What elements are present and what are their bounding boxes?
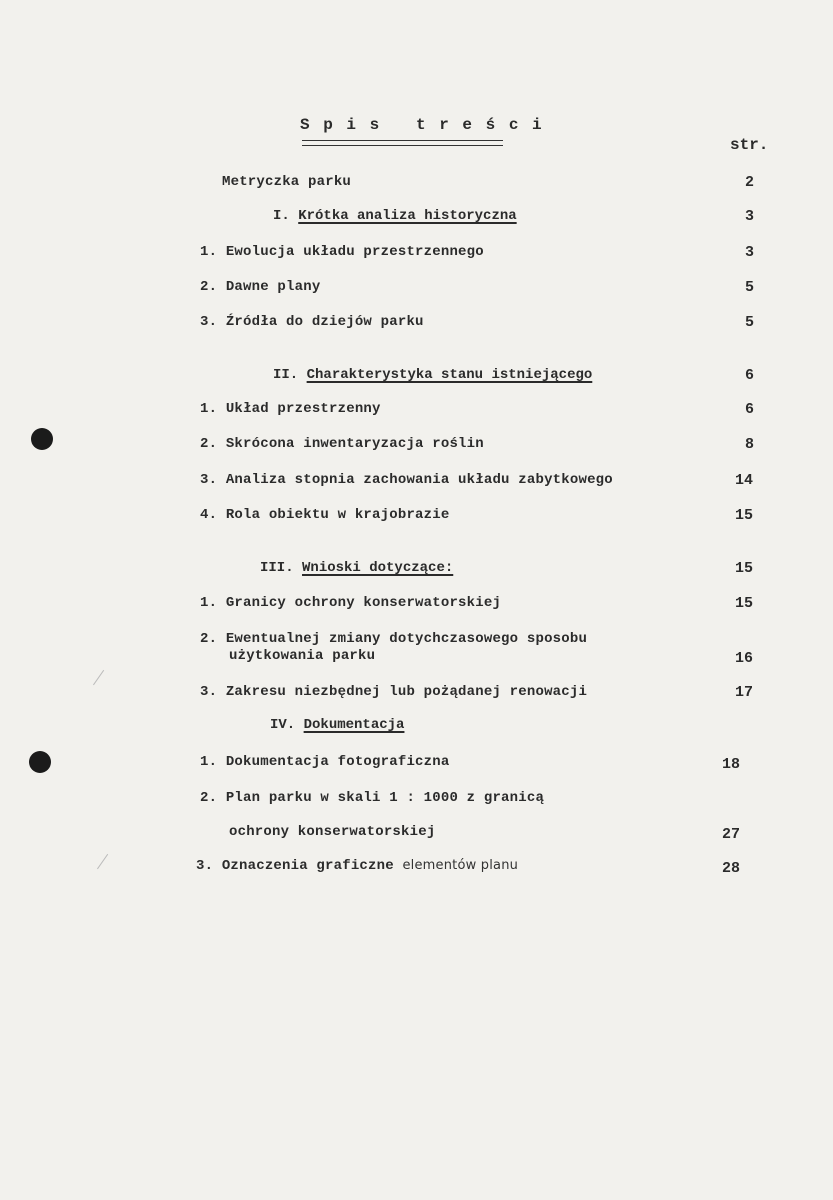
section-number: IV. bbox=[270, 717, 296, 733]
title-double-underline bbox=[302, 140, 503, 146]
toc-page-number: 14 bbox=[735, 472, 754, 489]
section-heading-2 bbox=[273, 367, 592, 383]
section-heading-3 bbox=[260, 560, 453, 576]
toc-entry-text: Skrócona inwentaryzacja roślin bbox=[225, 436, 484, 452]
toc-entry-number: 1. bbox=[200, 244, 218, 260]
toc-entry bbox=[196, 858, 518, 874]
toc-entry-number: 1. bbox=[200, 401, 218, 417]
punch-hole bbox=[31, 428, 53, 450]
toc-entry bbox=[200, 401, 381, 417]
page-title: S p i s t r e ś c i bbox=[300, 116, 544, 134]
toc-entry bbox=[200, 790, 544, 806]
toc-entry-text: Granicy ochrony konserwatorskiej bbox=[225, 595, 502, 611]
toc-page-number: 2 bbox=[745, 174, 755, 191]
toc-entry-text: Rola obiektu w krajobrazie bbox=[225, 507, 450, 523]
punch-hole bbox=[29, 751, 51, 773]
section-title: Dokumentacja bbox=[303, 717, 405, 733]
toc-page-number: 15 bbox=[735, 595, 754, 612]
toc-entry bbox=[200, 507, 449, 523]
toc-entry-text: Oznaczenia graficzne bbox=[221, 858, 394, 874]
toc-entry bbox=[200, 684, 587, 700]
toc-entry-number: 4. bbox=[200, 507, 218, 523]
toc-page-number: 15 bbox=[735, 560, 754, 577]
toc-entry-text: Plan parku w skali 1 : 1000 z granicą bbox=[225, 790, 545, 806]
toc-page-number: 17 bbox=[735, 684, 754, 701]
section-title: Wnioski dotyczące: bbox=[302, 560, 454, 576]
toc-entry-continuation: użytkowania parku bbox=[229, 648, 376, 664]
toc-entry-text: Dawne plany bbox=[225, 279, 321, 295]
section-number: III. bbox=[260, 560, 294, 576]
toc-page-number: 27 bbox=[722, 826, 741, 843]
toc-page-number: 16 bbox=[735, 650, 754, 667]
toc-page-number: 5 bbox=[745, 314, 755, 331]
toc-entry bbox=[200, 314, 424, 330]
toc-entry-number: 2. bbox=[200, 436, 218, 452]
page-column-label: str. bbox=[730, 136, 769, 154]
toc-page-number: 18 bbox=[722, 756, 741, 773]
toc-entry bbox=[200, 436, 484, 452]
toc-entry-text: Ewentualnej zmiany dotychczasowego sposobu bbox=[225, 631, 588, 647]
toc-entry-metryczka bbox=[222, 174, 351, 190]
toc-entry-number: 1. bbox=[200, 595, 218, 611]
toc-entry-number: 3. bbox=[200, 472, 218, 488]
section-number: II. bbox=[273, 367, 299, 383]
toc-entry-number: 3. bbox=[196, 858, 214, 874]
toc-entry-text-extra: elementów planu bbox=[402, 858, 519, 873]
toc-entry-text: Ewolucja układu przestrzennego bbox=[225, 244, 484, 260]
toc-entry bbox=[200, 472, 613, 488]
toc-entry bbox=[200, 279, 320, 295]
toc-entry-number: 2. bbox=[200, 279, 218, 295]
toc-entry-text: Dokumentacja fotograficzna bbox=[225, 754, 450, 770]
toc-entry-number: 3. bbox=[200, 314, 218, 330]
toc-entry-text: Układ przestrzenny bbox=[225, 401, 381, 417]
toc-page-number: 3 bbox=[745, 244, 755, 261]
toc-entry-text: Metryczka parku bbox=[222, 174, 352, 190]
toc-page-number: 28 bbox=[722, 860, 741, 877]
section-title: Charakterystyka stanu istniejącego bbox=[306, 367, 593, 383]
toc-page-number: 6 bbox=[745, 367, 755, 384]
toc-page-number: 5 bbox=[745, 279, 755, 296]
toc-page-number: 6 bbox=[745, 401, 755, 418]
toc-entry bbox=[200, 244, 484, 260]
section-heading-4 bbox=[270, 717, 404, 733]
toc-entry-text: Analiza stopnia zachowania układu zabytkowego bbox=[225, 472, 613, 488]
toc-entry-continuation: ochrony konserwatorskiej bbox=[229, 824, 436, 840]
toc-entry-number: 2. bbox=[200, 790, 218, 806]
toc-entry bbox=[200, 631, 587, 647]
toc-entry-text: Zakresu niezbędnej lub pożądanej renowacji bbox=[225, 684, 588, 700]
toc-entry-text: Źródła do dziejów parku bbox=[225, 314, 424, 330]
toc-page-number: 3 bbox=[745, 208, 755, 225]
section-number: I. bbox=[273, 208, 290, 224]
toc-entry-number: 2. bbox=[200, 631, 218, 647]
toc-entry-number: 1. bbox=[200, 754, 218, 770]
section-title: Krótka analiza historyczna bbox=[298, 208, 517, 224]
toc-entry bbox=[200, 754, 449, 770]
toc-page-number: 8 bbox=[745, 436, 755, 453]
toc-page-number: 15 bbox=[735, 507, 754, 524]
toc-entry bbox=[200, 595, 501, 611]
pencil-mark bbox=[97, 854, 118, 876]
section-heading-1 bbox=[273, 208, 517, 224]
pencil-mark bbox=[93, 670, 114, 692]
toc-entry-number: 3. bbox=[200, 684, 218, 700]
